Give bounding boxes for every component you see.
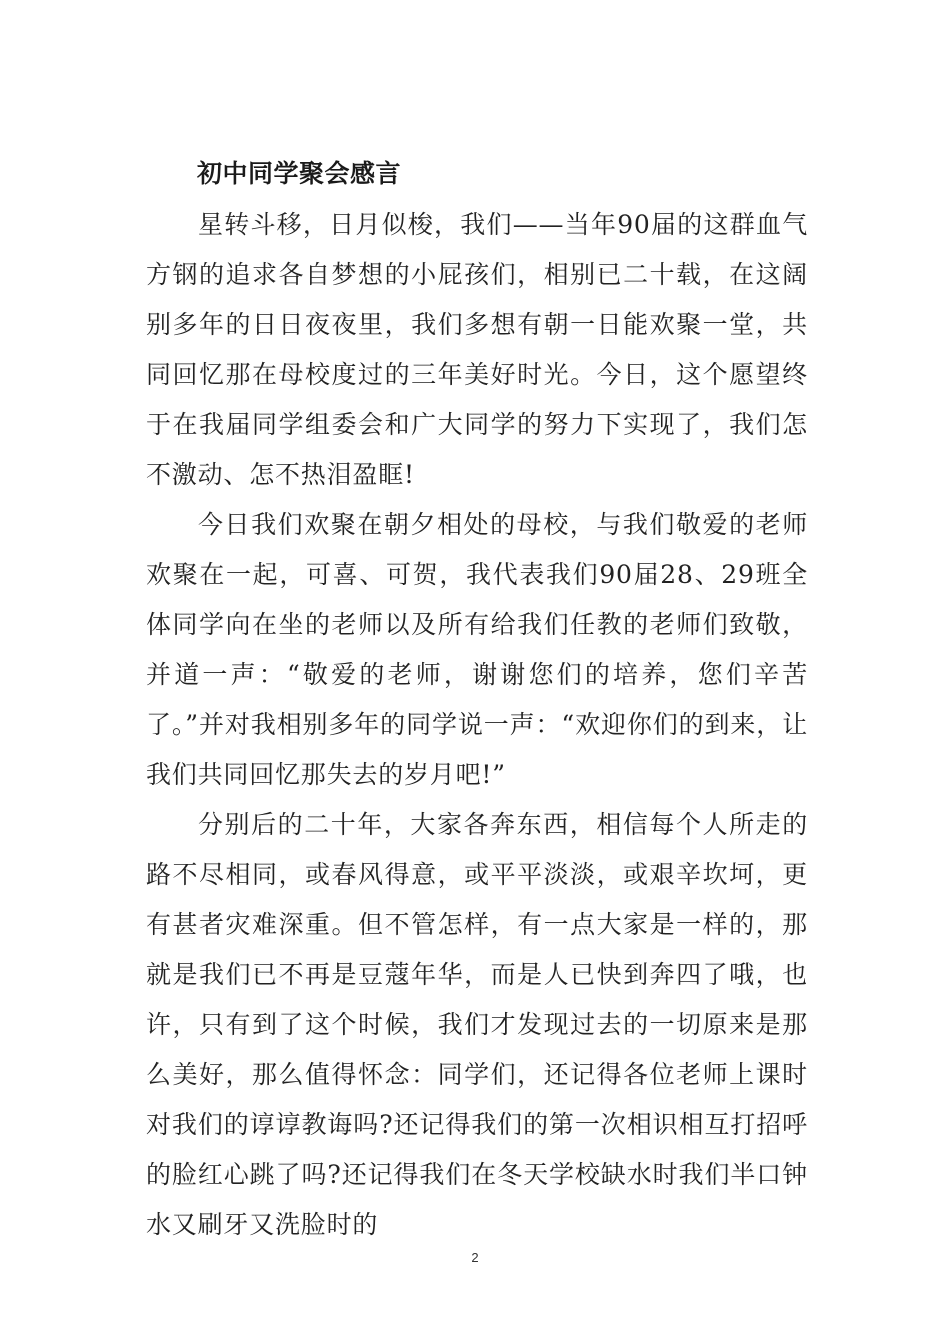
document-title: 初中同学聚会感言 <box>197 159 402 188</box>
page-number: 2 <box>471 1250 479 1265</box>
paragraph-2: 今日我们欢聚在朝夕相处的母校，与我们敬爱的老师欢聚在一起，可喜、可贺，我代表我们90届28、29班全体同学向在坐的老师以及所有给我们任教的老师们致敬，并道一声：“敬爱的老师，谢谢您们的培养，您们辛苦了。”并对我相别多年的同学说一声：“欢迎你们的到来，让我们共同回忆那失去的岁月吧!” <box>146 510 808 789</box>
document-body <box>146 200 808 1250</box>
paragraph-3: 分别后的二十年，大家各奔东西，相信每个人所走的路不尽相同，或春风得意，或平平淡淡，或艰辛坎坷，更有甚者灾难深重。但不管怎样，有一点大家是一样的，那就是我们已不再是豆蔻年华，而是人已快到奔四了哦，也许，只有到了这个时候，我们才发现过去的一切原来是那么美好，那么值得怀念：同学们，还记得各位老师上课时对我们的谆谆教诲吗?还记得我们的第一次相识相互打招呼的脸红心跳了吗?还记得我们在冬天学校缺水时我们半口钟水又刷牙又洗脸时的 <box>146 810 808 1239</box>
paragraph-1: 星转斗移，日月似梭，我们——当年90届的这群血气方钢的追求各自梦想的小屁孩们，相别已二十载，在这阔别多年的日日夜夜里，我们多想有朝一日能欢聚一堂，共同回忆那在母校度过的三年美好时光。今日，这个愿望终于在我届同学组委会和广大同学的努力下实现了，我们怎不激动、怎不热泪盈眶! <box>146 210 808 489</box>
